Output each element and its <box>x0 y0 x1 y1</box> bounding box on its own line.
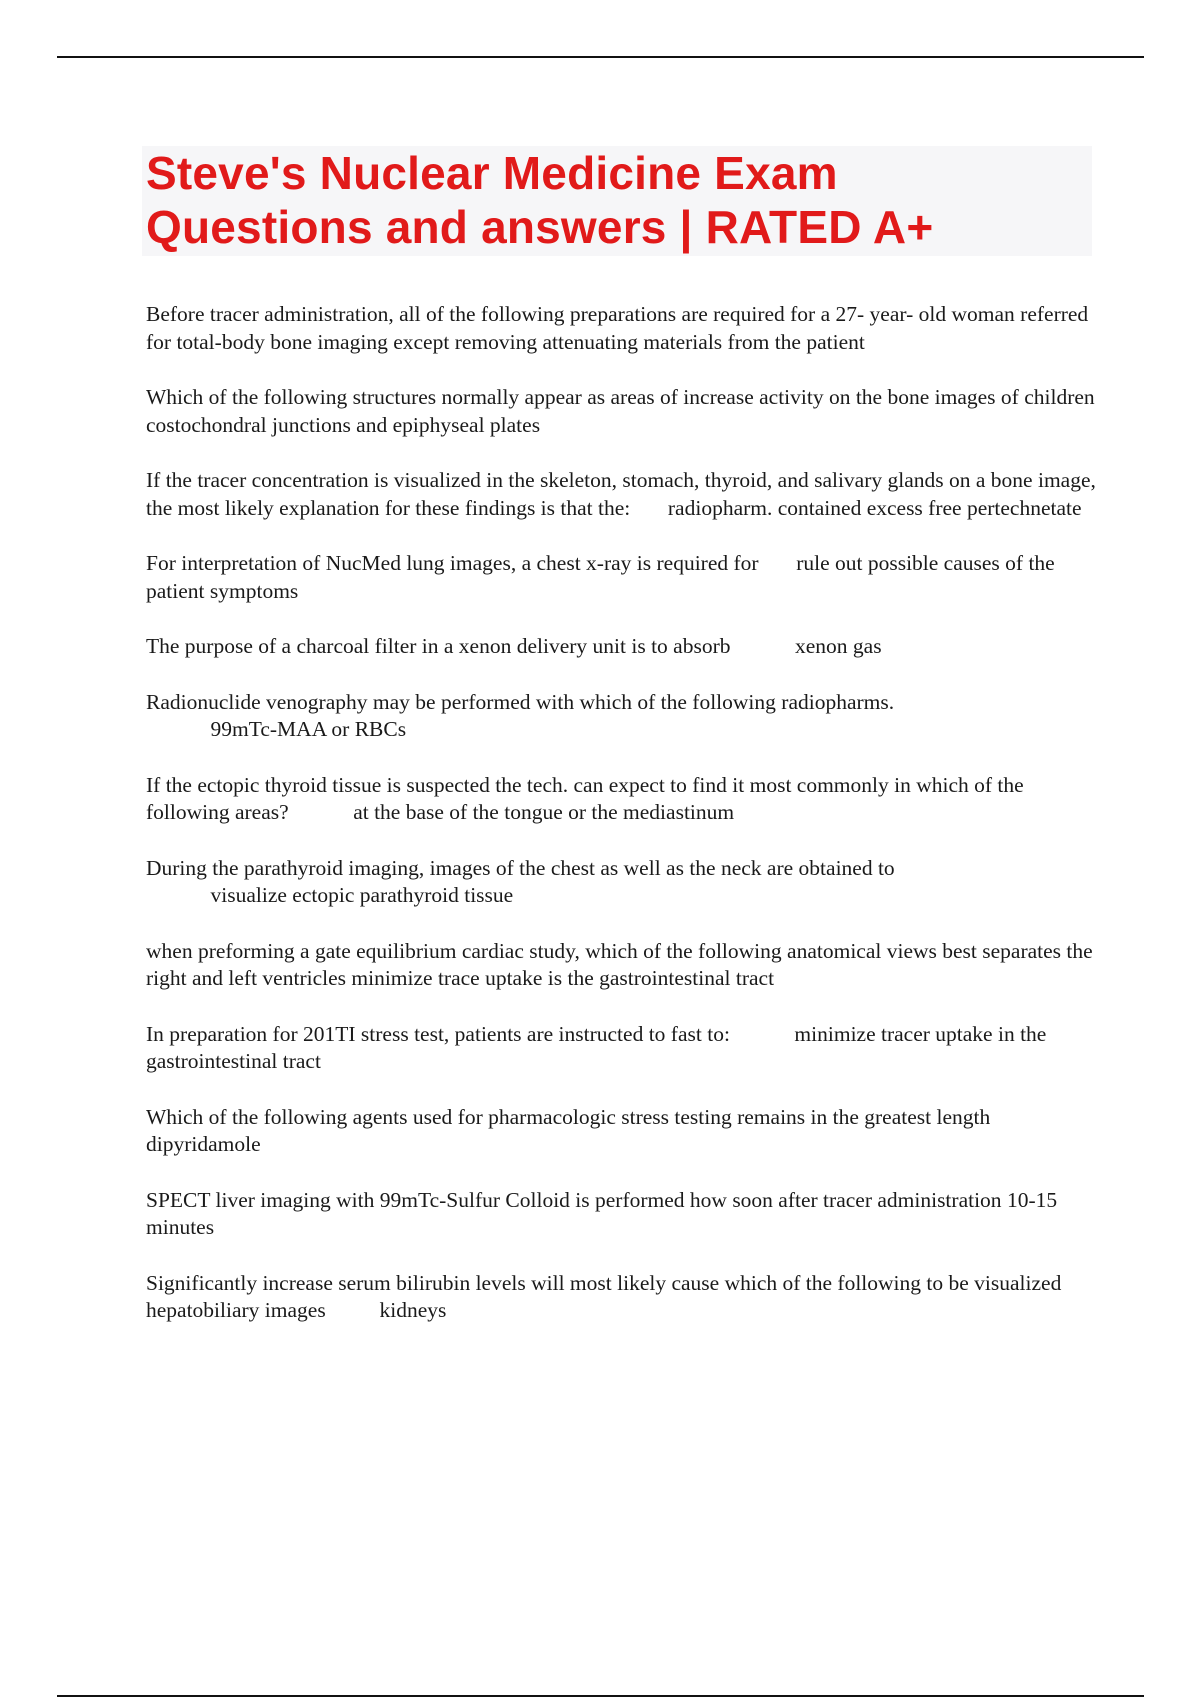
qa-item <box>146 689 1096 744</box>
question-answer-list <box>146 301 1102 1353</box>
question-text: If the ectopic thyroid tissue is suspected the tech. can expect to find it most commonly in which of the following areas? <box>146 772 1030 824</box>
qa-item <box>146 1104 1096 1159</box>
question-text: Which of the following agents used for pharmacologic stress testing remains in the greatest length <box>146 1104 991 1129</box>
qa-item <box>146 855 1096 910</box>
qa-item <box>146 301 1096 356</box>
answer-text: radiopharm. contained excess free pertechnetate <box>667 495 1082 520</box>
answer-text: dipyridamole <box>146 1132 261 1156</box>
question-text: For interpretation of NucMed lung images, a chest x-ray is required for <box>146 551 759 575</box>
answer-text: minimize trace uptake is the gastrointestinal tract <box>351 966 775 990</box>
answer-text: rule out possible causes of the patient symptoms <box>146 551 1061 603</box>
answer-text: xenon gas <box>795 634 882 658</box>
question-text: In preparation for 201TI stress test, patients are instructed to fast to: <box>146 1021 730 1046</box>
answer-text: at the base of the tongue or the mediastinum <box>353 800 735 824</box>
qa-item <box>146 938 1099 993</box>
answer-text: minimize tracer uptake in the gastrointestinal tract <box>146 1021 1052 1073</box>
qa-item <box>146 467 1102 522</box>
answer-text: 10-15 minutes <box>146 1187 1063 1239</box>
answer-text: costochondral junctions and epiphyseal plates <box>146 412 541 437</box>
question-text: SPECT liver imaging with 99mTc-Sulfur Colloid is performed how soon after tracer administration <box>146 1187 1002 1212</box>
question-text: Radionuclide venography may be performed with which of the following radiopharms. <box>146 689 895 714</box>
answer-text: removing attenuating materials from the patient <box>454 329 865 354</box>
question-text: If the tracer concentration is visualized in the skeleton, stomach, thyroid, and salivary glands on a bone image, the most likely explanation for these findings is that the: <box>146 468 1102 520</box>
question-text: Which of the following structures normally appear as areas of increase activity on the bone images of children <box>146 385 1095 409</box>
qa-item <box>146 1270 1096 1325</box>
question-text: The purpose of a charcoal filter in a xenon delivery unit is to absorb <box>146 634 731 658</box>
answer-text: 99mTc-MAA or RBCs <box>210 717 407 741</box>
question-text: Before tracer administration, all of the following preparations are required for a 27- year- old woman referred for total-body bone imaging except <box>146 302 1094 354</box>
top-horizontal-rule <box>57 56 1144 58</box>
qa-item <box>146 550 1096 605</box>
qa-item <box>146 1021 1096 1076</box>
qa-item <box>146 633 1096 661</box>
answer-text: visualize ectopic parathyroid tissue <box>210 883 514 907</box>
question-text: when preforming a gate equilibrium cardiac study, which of the following anatomical views best separates the right and left ventricles <box>146 938 1099 990</box>
qa-item <box>146 772 1096 827</box>
title-line-2: Questions and answers | RATED A+ <box>146 201 934 253</box>
qa-item <box>146 1187 1096 1242</box>
document-title <box>146 146 1088 254</box>
question-text: Significantly increase serum bilirubin levels will most likely cause which of the following to be visualized hepatobiliary images <box>146 1270 1067 1322</box>
qa-item <box>146 384 1096 439</box>
answer-text: kidneys <box>379 1298 447 1322</box>
bottom-horizontal-rule <box>57 1695 1144 1697</box>
question-text: During the parathyroid imaging, images of the chest as well as the neck are obtained to <box>146 855 895 880</box>
title-banner <box>142 146 1092 256</box>
title-line-1: Steve's Nuclear Medicine Exam <box>146 147 838 199</box>
